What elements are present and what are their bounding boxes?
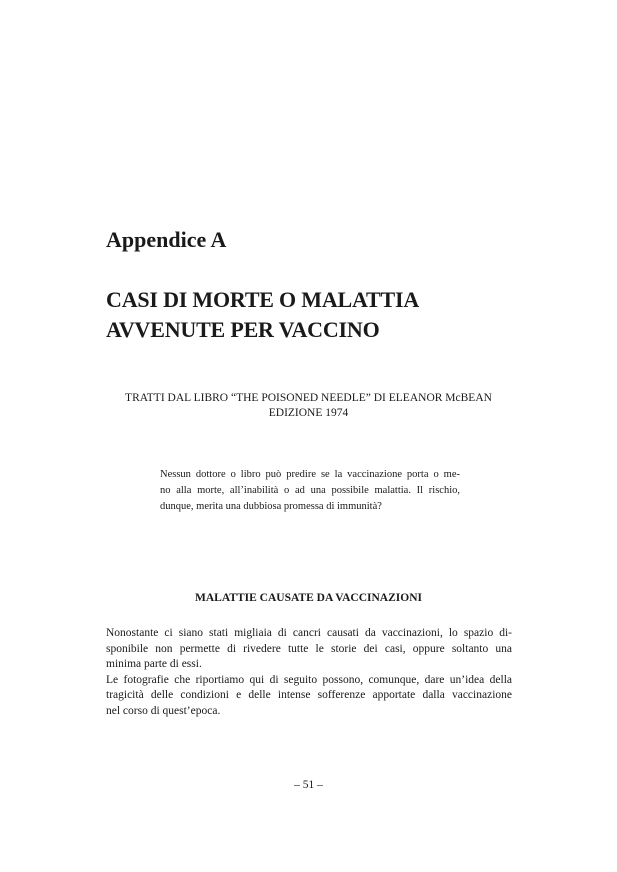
source-edition-line: EDIZIONE 1974	[268, 407, 349, 419]
section-heading: MALATTIE CAUSATE DA VACCINAZIONI	[195, 592, 422, 604]
chapter-title-line: CASI DI MORTE O MALATTIA	[106, 287, 420, 312]
body-line: nel corso di quest’epoca.	[106, 704, 221, 717]
source-attribution	[100, 391, 517, 421]
quote-line: no alla morte, all’inabilità o ad una possibile malattia. Il rischio,	[160, 485, 460, 496]
chapter-title-line: AVVENUTE PER VACCINO	[106, 317, 380, 342]
body-line: Le fotografie che riportiamo qui di seguito possono, comunque, dare un’idea della	[106, 673, 512, 686]
body-line: sponibile non permette di rivedere tutte le storie dei casi, oppure soltanto una	[106, 642, 512, 655]
chapter-title	[106, 285, 526, 345]
body-line: tragicità delle condizioni e delle intense sofferenze apportate dalla vaccinazione	[106, 689, 512, 701]
body-line: minima parte di essi.	[106, 658, 202, 670]
appendix-label: Appendice A	[106, 227, 227, 252]
body-line: Nonostante ci siano stati migliaia di cancri causati da vaccinazioni, lo spazio di-	[106, 627, 512, 639]
page-number: – 51 –	[294, 779, 323, 791]
epigraph-quote	[160, 467, 460, 515]
body-paragraph	[106, 626, 512, 719]
source-book-line: TRATTI DAL LIBRO “THE POISONED NEEDLE” DI ELEANOR McBEAN	[125, 392, 492, 404]
quote-line: dunque, merita una dubbiosa promessa di immunità?	[160, 501, 382, 512]
quote-line: Nessun dottore o libro può predire se la vaccinazione porta o me-	[160, 469, 460, 480]
